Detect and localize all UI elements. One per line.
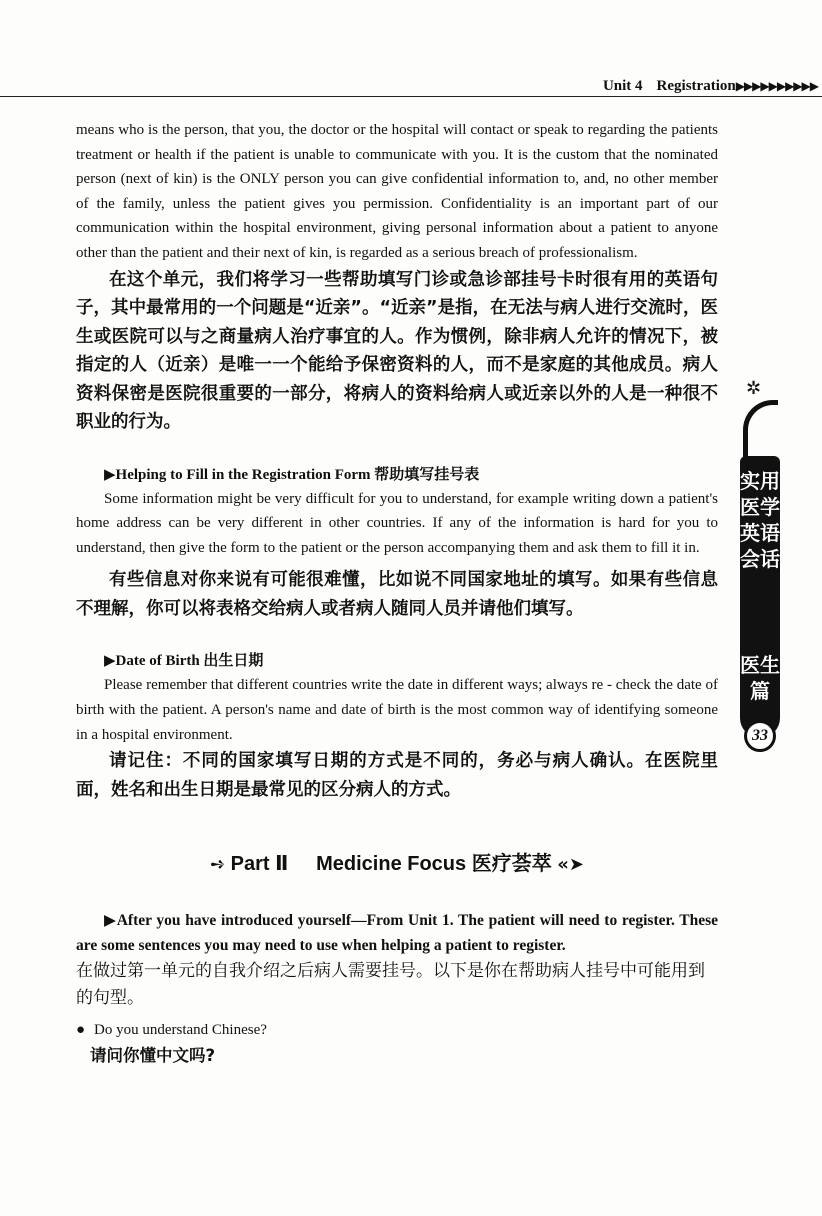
registration-form-chinese-paragraph: 有些信息对你来说有可能很难懂，比如说不同国家地址的填写。如果有些信息不理解，你可以将表格交给病人或者病人随同人员并请他们填写。 (76, 570, 718, 619)
date-of-birth-english-paragraph: Please remember that different countries write the date in different ways; always re - check the date of birth with the patient. A person's name and date of birth is the most common way of identifying someone in a hospital environment. (76, 677, 718, 743)
date-of-birth-chinese-paragraph: 请记住：不同的国家填写日期的方式是不同的，务必与病人确认。在医院里面，姓名和出生日期是最常见的区分病人的方式。 (76, 751, 718, 800)
bullet-english: Do you understand Chinese? (94, 1022, 267, 1039)
list-item (76, 1018, 718, 1042)
book-subtitle-vertical: 医生篇 (740, 653, 780, 703)
part-title-english: Medicine Focus (316, 853, 467, 876)
page-number: 33 (744, 720, 776, 752)
bullet-chinese: 请问你懂中文吗? (90, 1046, 216, 1066)
section-heading-registration-form: ▶Helping to Fill in the Registration Form 帮助填写挂号表 (104, 466, 480, 483)
focus-intro-english: ▶After you have introduced yourself—From Unit 1. The patient will need to register. These are some sentences you may need to use when helping a patient to register. (76, 912, 718, 955)
sparkle-icon: ✲ (746, 378, 762, 399)
part-heading (76, 848, 718, 880)
section-heading-date-of-birth: ▶Date of Birth 出生日期 (104, 653, 264, 670)
focus-intro-chinese: 在做过第一单元的自我介绍之后病人需要挂号。以下是你在帮助病人挂号中可能用到的句型。 (76, 961, 705, 1009)
unit-title: Registration (656, 78, 736, 94)
unit-number: Unit 4 (602, 78, 643, 94)
part-title-chinese: 医疗荟萃 (471, 851, 552, 876)
part-label: Part Ⅱ (230, 853, 289, 876)
page-body (76, 118, 718, 1070)
right-arrow-ornament-icon: «➤ (557, 854, 584, 876)
bullet-icon: ● (76, 1022, 86, 1039)
left-arrow-ornament-icon: ➺ (210, 854, 226, 876)
intro-english-paragraph: means who is the person, that you, the doctor or the hospital will contact or speak to regarding the patients treatment or health if the patient is unable to communicate with you. It is the custom that the nominated person (next of kin) is the ONLY person you can give confidential information to, and, no other member of the family, unless the patient gives you permission. Confidentiality is an important part of our communication within the hospital environment, giving personal information about a patient to anyone other than the patient and their next of kin, is regarded as a serious breach of professionalism. (76, 122, 718, 261)
book-title-vertical: 实用医学英语会话 (740, 469, 780, 571)
registration-form-english-paragraph: Some information might be very difficult for you to understand, for example writing down a patient's home address can be very different in other countries. If any of the information is hard for you to understand, then give the form to the patient or the person accompanying them and ask them to fill it in. (76, 490, 718, 556)
arrow-icons: ▶▶▶▶▶▶▶▶▶▶ (735, 79, 818, 93)
running-head (603, 78, 818, 95)
header-rule (0, 96, 822, 97)
intro-chinese-paragraph: 在这个单元，我们将学习一些帮助填写门诊或急诊部挂号卡时很有用的英语句子，其中最常用的一个问题是“近亲”。“近亲”是指，在无法与病人进行交流时，医生或医院可以与之商量病人治疗事宜的人。作为惯例，除非病人允许的情况下，被指定的人（近亲）是唯一一个能给予保密资料的人，而不是家庭的其他成员。病人资料保密是医院很重要的一部分，将病人的资料给病人或近亲以外的人是一种很不职业的行为。 (76, 269, 718, 433)
tab-bar (740, 456, 780, 738)
